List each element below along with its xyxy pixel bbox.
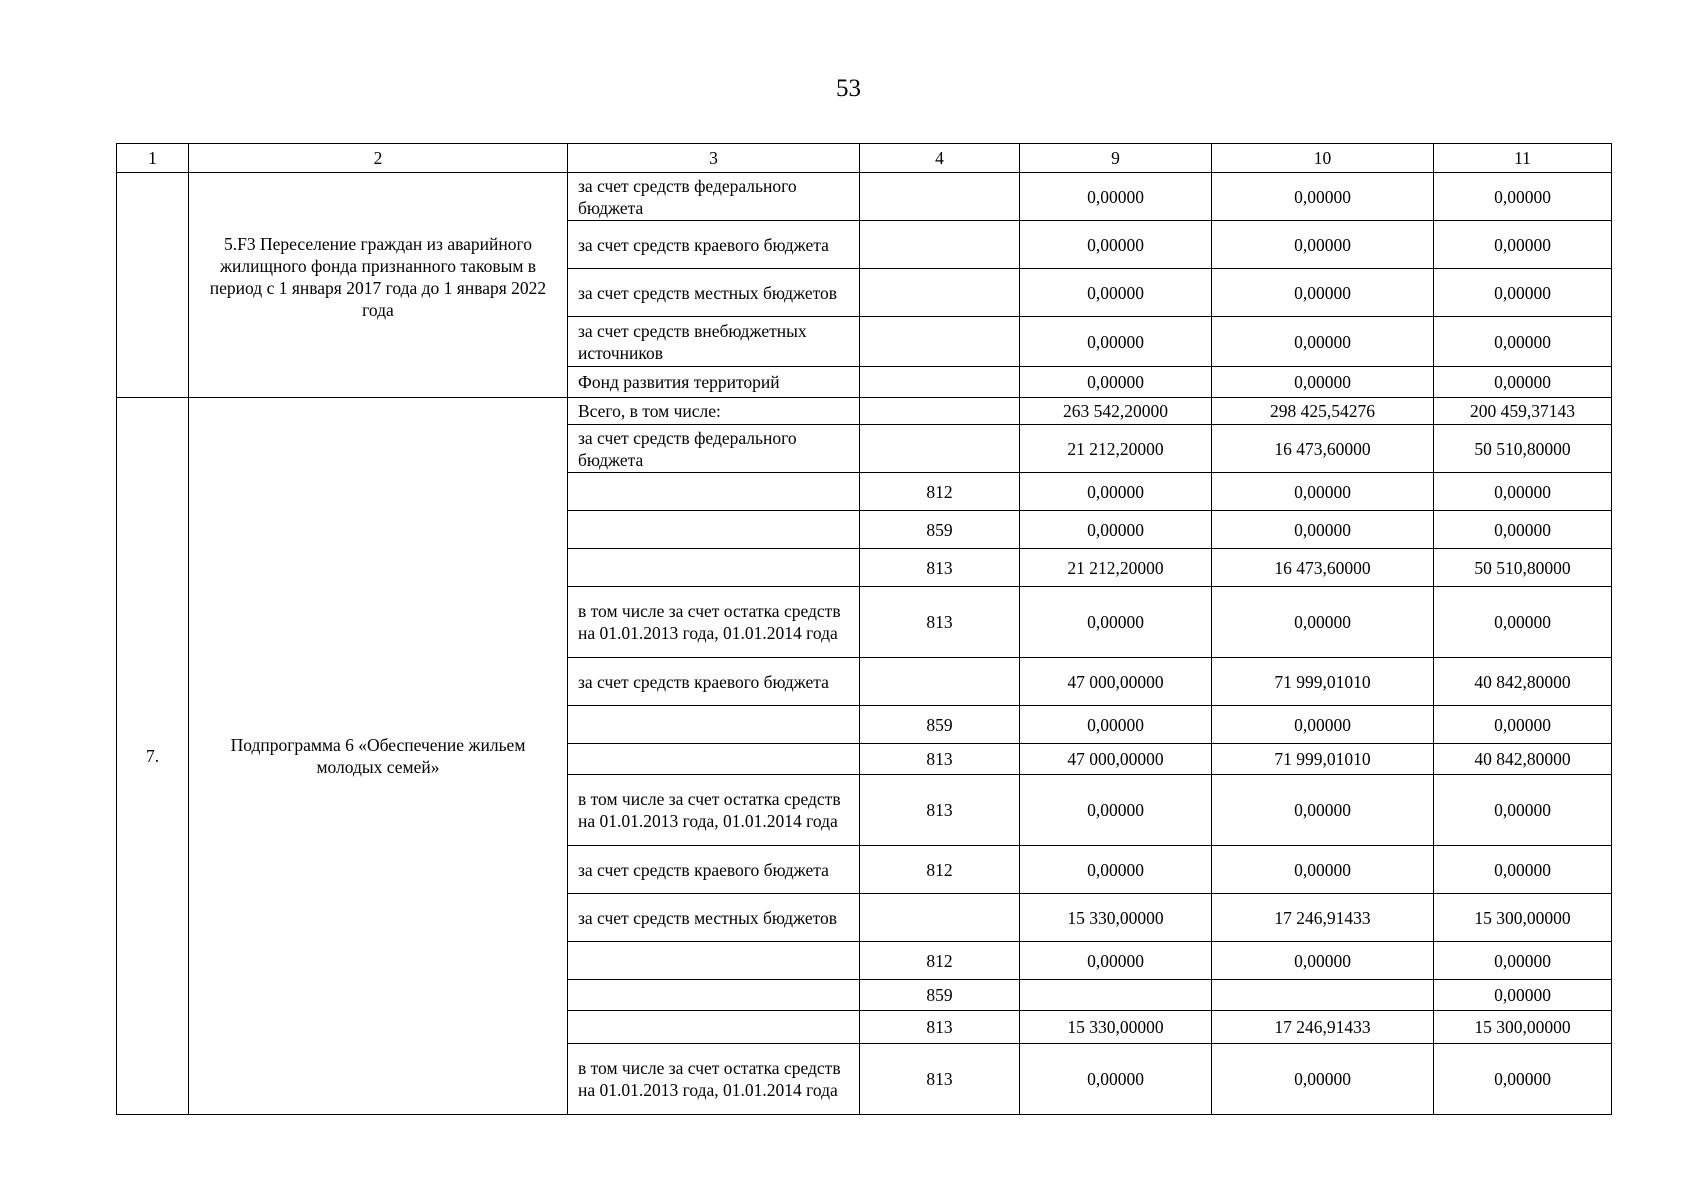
- value-col-9: 15 330,00000: [1020, 894, 1212, 942]
- funding-source: за счет средств местных бюджетов: [568, 894, 860, 942]
- value-col-10: 0,00000: [1212, 1044, 1434, 1115]
- budget-code: [860, 658, 1020, 706]
- funding-source: Фонд развития территорий: [568, 367, 860, 398]
- value-col-11: 15 300,00000: [1434, 1011, 1612, 1044]
- budget-code: [860, 894, 1020, 942]
- value-col-11: 0,00000: [1434, 775, 1612, 846]
- funding-source: [568, 942, 860, 980]
- value-col-9: 21 212,20000: [1020, 549, 1212, 587]
- row-number: 7.: [117, 398, 189, 1115]
- value-col-9: 0,00000: [1020, 367, 1212, 398]
- funding-source: [568, 706, 860, 744]
- value-col-9: 0,00000: [1020, 587, 1212, 658]
- budget-code: [860, 398, 1020, 425]
- funding-source: Всего, в том числе:: [568, 398, 860, 425]
- budget-code: 859: [860, 511, 1020, 549]
- value-col-11: 0,00000: [1434, 587, 1612, 658]
- value-col-10: 0,00000: [1212, 846, 1434, 894]
- header-cell: 11: [1434, 144, 1612, 173]
- header-cell: 4: [860, 144, 1020, 173]
- value-col-11: 0,00000: [1434, 1044, 1612, 1115]
- budget-code: [860, 173, 1020, 221]
- budget-code: 812: [860, 846, 1020, 894]
- funding-source: за счет средств федерального бюджета: [568, 425, 860, 473]
- budget-code: [860, 269, 1020, 317]
- value-col-11: 40 842,80000: [1434, 744, 1612, 775]
- budget-code: 813: [860, 744, 1020, 775]
- funding-source: в том числе за счет остатка средств на 01.01.2013 года, 01.01.2014 года: [568, 1044, 860, 1115]
- funding-source: за счет средств краевого бюджета: [568, 846, 860, 894]
- value-col-11: 0,00000: [1434, 942, 1612, 980]
- section-f3: [117, 173, 1612, 398]
- funding-source: [568, 549, 860, 587]
- table-row: [117, 398, 1612, 425]
- page-number: 53: [836, 75, 861, 102]
- value-col-10: 0,00000: [1212, 587, 1434, 658]
- budget-code: 813: [860, 1011, 1020, 1044]
- budget-code: 812: [860, 942, 1020, 980]
- value-col-9: 263 542,20000: [1020, 398, 1212, 425]
- value-col-11: 0,00000: [1434, 473, 1612, 511]
- funding-source: в том числе за счет остатка средств на 01.01.2013 года, 01.01.2014 года: [568, 587, 860, 658]
- value-col-11: 0,00000: [1434, 173, 1612, 221]
- table-row: [117, 173, 1612, 221]
- budget-table: [116, 143, 1612, 1115]
- funding-source: [568, 473, 860, 511]
- value-col-10: 0,00000: [1212, 173, 1434, 221]
- funding-source: за счет средств федерального бюджета: [568, 173, 860, 221]
- value-col-9: 47 000,00000: [1020, 744, 1212, 775]
- value-col-11: 0,00000: [1434, 367, 1612, 398]
- value-col-10: 298 425,54276: [1212, 398, 1434, 425]
- value-col-11: 0,00000: [1434, 706, 1612, 744]
- value-col-9: [1020, 980, 1212, 1011]
- value-col-10: 71 999,01010: [1212, 658, 1434, 706]
- value-col-11: 0,00000: [1434, 317, 1612, 367]
- header-cell: 1: [117, 144, 189, 173]
- value-col-11: 50 510,80000: [1434, 425, 1612, 473]
- value-col-11: 200 459,37143: [1434, 398, 1612, 425]
- value-col-11: 0,00000: [1434, 846, 1612, 894]
- value-col-9: 0,00000: [1020, 269, 1212, 317]
- budget-code: [860, 317, 1020, 367]
- budget-code: 859: [860, 980, 1020, 1011]
- row-number: [117, 173, 189, 398]
- value-col-9: 0,00000: [1020, 173, 1212, 221]
- value-col-10: [1212, 980, 1434, 1011]
- value-col-9: 0,00000: [1020, 706, 1212, 744]
- header-cell: 10: [1212, 144, 1434, 173]
- value-col-10: 16 473,60000: [1212, 549, 1434, 587]
- funding-source: за счет средств краевого бюджета: [568, 658, 860, 706]
- value-col-10: 17 246,91433: [1212, 894, 1434, 942]
- value-col-10: 0,00000: [1212, 706, 1434, 744]
- value-col-9: 15 330,00000: [1020, 1011, 1212, 1044]
- value-col-11: 0,00000: [1434, 511, 1612, 549]
- value-col-10: 0,00000: [1212, 473, 1434, 511]
- budget-code: 859: [860, 706, 1020, 744]
- value-col-11: 0,00000: [1434, 269, 1612, 317]
- value-col-9: 0,00000: [1020, 846, 1212, 894]
- header-cell: 3: [568, 144, 860, 173]
- section-title: 5.F3 Переселение граждан из аварийного жилищного фонда признанного таковым в период с 1 января 2017 года до 1 января 2022 года: [189, 173, 568, 398]
- value-col-10: 0,00000: [1212, 511, 1434, 549]
- value-col-10: 0,00000: [1212, 775, 1434, 846]
- value-col-9: 0,00000: [1020, 775, 1212, 846]
- funding-source: за счет средств краевого бюджета: [568, 221, 860, 269]
- budget-code: [860, 367, 1020, 398]
- value-col-9: 0,00000: [1020, 942, 1212, 980]
- funding-source: [568, 980, 860, 1011]
- value-col-9: 21 212,20000: [1020, 425, 1212, 473]
- value-col-11: 40 842,80000: [1434, 658, 1612, 706]
- value-col-10: 0,00000: [1212, 317, 1434, 367]
- value-col-10: 0,00000: [1212, 942, 1434, 980]
- budget-code: [860, 425, 1020, 473]
- value-col-11: 15 300,00000: [1434, 894, 1612, 942]
- funding-source: за счет средств внебюджетных источников: [568, 317, 860, 367]
- section-title: Подпрограмма 6 «Обеспечение жильем молодых семей»: [189, 398, 568, 1115]
- value-col-11: 50 510,80000: [1434, 549, 1612, 587]
- value-col-10: 71 999,01010: [1212, 744, 1434, 775]
- funding-source: [568, 1011, 860, 1044]
- budget-code: 813: [860, 549, 1020, 587]
- value-col-9: 0,00000: [1020, 1044, 1212, 1115]
- budget-code: 813: [860, 587, 1020, 658]
- budget-code: 812: [860, 473, 1020, 511]
- funding-source: [568, 511, 860, 549]
- value-col-10: 16 473,60000: [1212, 425, 1434, 473]
- value-col-10: 0,00000: [1212, 367, 1434, 398]
- section-subprogram-6: [117, 398, 1612, 1115]
- value-col-11: 0,00000: [1434, 980, 1612, 1011]
- header-cell: 9: [1020, 144, 1212, 173]
- value-col-9: 0,00000: [1020, 511, 1212, 549]
- budget-code: 813: [860, 775, 1020, 846]
- budget-code: 813: [860, 1044, 1020, 1115]
- budget-code: [860, 221, 1020, 269]
- funding-source: за счет средств местных бюджетов: [568, 269, 860, 317]
- value-col-10: 0,00000: [1212, 269, 1434, 317]
- header-cell: 2: [189, 144, 568, 173]
- value-col-9: 0,00000: [1020, 221, 1212, 269]
- funding-source: [568, 744, 860, 775]
- value-col-11: 0,00000: [1434, 221, 1612, 269]
- value-col-10: 17 246,91433: [1212, 1011, 1434, 1044]
- value-col-9: 0,00000: [1020, 473, 1212, 511]
- value-col-9: 0,00000: [1020, 317, 1212, 367]
- value-col-10: 0,00000: [1212, 221, 1434, 269]
- funding-source: в том числе за счет остатка средств на 01.01.2013 года, 01.01.2014 года: [568, 775, 860, 846]
- header-row: [117, 144, 1612, 173]
- value-col-9: 47 000,00000: [1020, 658, 1212, 706]
